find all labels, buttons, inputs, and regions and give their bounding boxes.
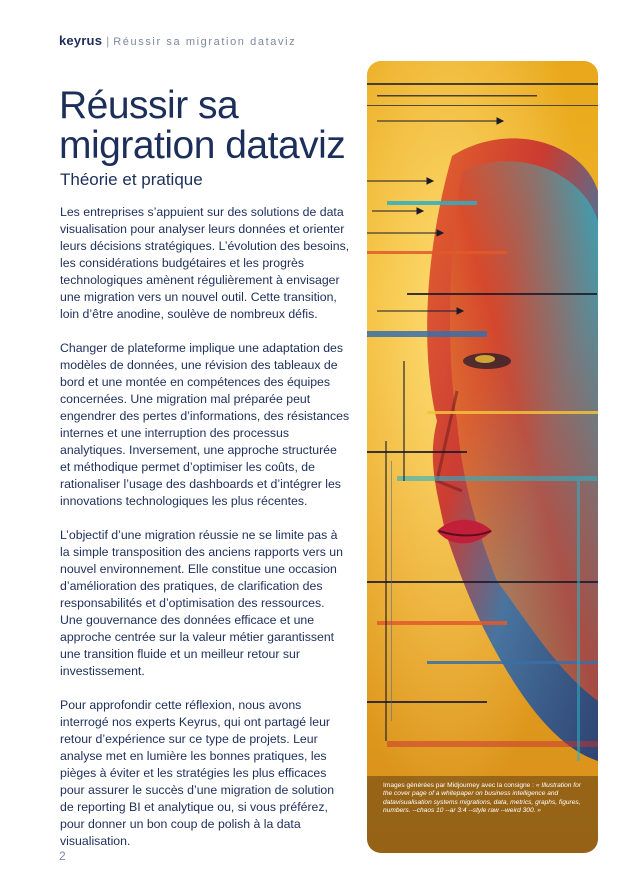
paragraph-4: Pour approfondir cette réflexion, nous avons interrogé nos experts Keyrus, qui ont partagé leur retour d’expérience sur ce type de projets. Leur analyse met en lumière les bonnes pratiques, les pièges à éviter et les stratégies les plus efficaces pour assurer le succès d’une migration de solution de reporting BI et analytique ou, si vous préférez, pour donner un bon coup de polish à la data visualisation. [60,698,335,848]
running-header [59,33,296,48]
paragraph-1: Les entreprises s’appuient sur des solutions de data visualisation pour analyser leurs données et orienter leurs décisions stratégiques. L’évolution des besoins, les considérations budgétaires et les progrès technologiques amènent régulièrement à envisager une migration vers un nouvel outil. Cette transition, loin d’être anodine, soulève de nombreux défis. [60,205,350,321]
illustration-panel [367,61,598,853]
page-number: 2 [59,849,66,863]
brand-logo: keyrus [59,33,103,48]
title-line-2: migration dataviz [59,124,346,167]
image-caption [383,782,589,816]
page-title [59,86,345,166]
glitch-face-illustration [367,61,598,853]
header-separator: | [106,34,110,48]
body-text [60,204,350,867]
title-line-1: Réussir sa [59,84,239,127]
caption-lead: Images générées par Midjourney avec la consigne : [383,782,535,789]
header-subtitle: Réussir sa migration dataviz [113,36,297,48]
paragraph-2: Changer de plateforme implique une adaptation des modèles de données, une révision des tableaux de bord et une montée en compétences des équipes concernées. Une migration mal préparée peut engendrer des pertes d’informations, des résistances internes et une interruption des processus analytiques. Inversement, une approche structurée et méthodique permet d’optimiser les coûts, de rationaliser l’usage des dashboards et d’intégrer les innovations technologiques les plus récentes. [60,341,350,508]
caption-prompt: « Illustration for the cover page of a whitepaper on business intelligence and datavisualisation systems migrations, data, metrics, graphs, figures, numbers. --chaos 10 --ar 3:4 --style raw --weird 300. » [383,782,581,815]
page-subtitle: Théorie et pratique [60,170,203,189]
paragraph-3: L’objectif d’une migration réussie ne se limite pas à la simple transposition des anciens rapports vers un nouvel environnement. Elle constitue une occasion d’amélioration des pratiques, de clarification des responsabilités et d’optimisation des ressources. Une gouvernance des données efficace et une approche centrée sur la valeur métier garantissent une transition fluide et un meilleur retour sur investissement. [60,528,343,678]
